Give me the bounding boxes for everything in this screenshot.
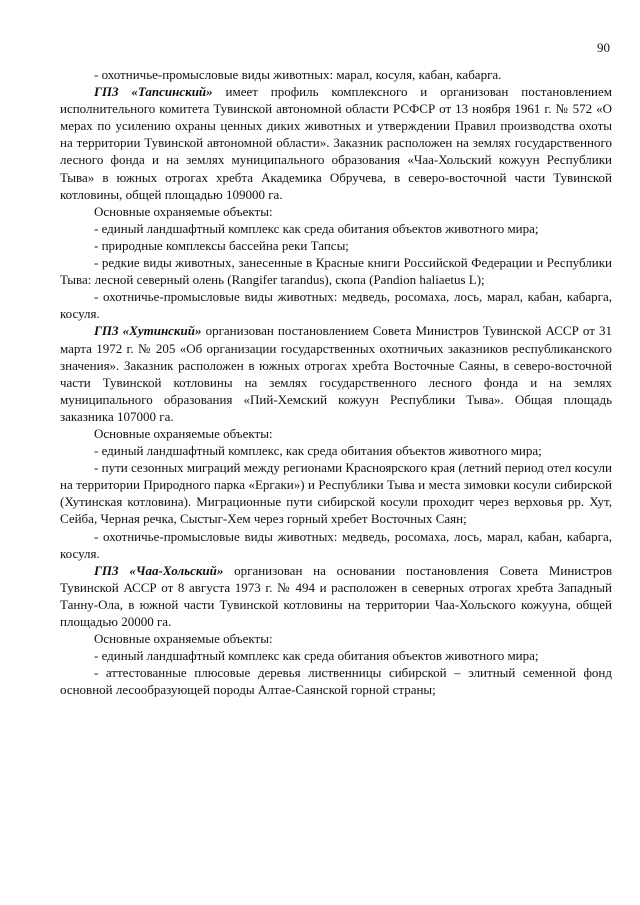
paragraph: - редкие виды животных, занесенные в Красные книги Российской Федерации и Республики Тыва: лесной северный олень (Rangifer tarandus), скопа (Pandion haliaetus L); <box>60 255 612 288</box>
paragraph: - единый ландшафтный комплекс как среда обитания объектов животного мира; <box>94 220 539 236</box>
paragraph: Основные охраняемые объекты: <box>94 425 273 441</box>
paragraph: - пути сезонных миграций между регионами Красноярского края (летний период отел косули на территории Природного парка «Ергаки») и Республики Тыва и места зимовки косули сибирской (Хутинская котловина). Миграционные пути сибирской косули проходит через верховья рр. Хут, Сейба, Черная речка, Сыстыг-Хем через горный хребет Восточных Саян; <box>60 460 612 527</box>
paragraph-text: организован на основании постановления Совета Министров Тувинской АССР от 8 августа 1973 г. № 494 и расположен в северных отрогах хребта Западный Танну-Ола, в южной части Тувинской котловины на территории Чаа-Хольского кожууна, общей площадью 20000 га. <box>60 562 612 629</box>
reserve-title: ГПЗ «Тапсинский» <box>94 84 213 100</box>
paragraph: - единый ландшафтный комплекс, как среда обитания объектов животного мира; <box>94 443 542 459</box>
paragraph: - природные комплексы бассейна реки Тапсы; <box>94 237 349 253</box>
paragraph: - охотничье-промысловые виды животных: медведь, росомаха, лось, марал, кабан, кабарга, косуля. <box>60 289 612 322</box>
reserve-paragraph <box>60 562 612 630</box>
paragraph: - аттестованные плюсовые деревья лиственницы сибирской – элитный семенной фонд основной лесообразующей породы Алтае-Саянской горной страны; <box>60 665 612 698</box>
reserve-paragraph <box>60 83 612 203</box>
paragraph-text: организован постановлением Совета Министров Тувинской АССР от 31 марта 1972 г. № 205 «Об организации государственных охотничьих заказников республиканского значения». Заказник расположен в южных отрогах хребта Восточные Саяны, в северо-восточной части Тувинской котловины на землях государственного лесного фонда и на землях муниципального образования «Пий-Хемский кожуун Республики Тыва». Общая площадь заказника 107000 га. <box>60 323 612 424</box>
document-body <box>60 66 612 698</box>
reserve-title: ГПЗ «Чаа-Хольский» <box>94 562 224 578</box>
paragraph: Основные охраняемые объекты: <box>94 631 273 647</box>
paragraph: - охотничье-промысловые виды животных: марал, косуля, кабан, кабарга. <box>94 67 502 82</box>
paragraph-text: имеет профиль комплексного и организован постановлением исполнительного комитета Тувинской автономной области РСФСР от 13 ноября 1961 г. № 572 «О мерах по усилению охраны ценных диких животных и утверждении Правил производства охоты на территории Тувинской автономной области». Заказник расположен на землях государственного лесного фонда и на землях муниципального образования «Чаа-Хольский кожуун Республики Тыва» в южных отрогах хребта Академика Обручева, в северо-восточной части Тувинской котловины, общей площадью 109000 га. <box>60 84 612 202</box>
reserve-title: ГПЗ «Хутинский» <box>94 323 202 339</box>
paragraph: Основные охраняемые объекты: <box>94 203 273 219</box>
paragraph: - охотничье-промысловые виды животных: медведь, росомаха, лось, марал, кабан, кабарга, косуля. <box>60 528 612 561</box>
paragraph: - единый ландшафтный комплекс как среда обитания объектов животного мира; <box>94 648 539 664</box>
page-number: 90 <box>597 40 610 55</box>
reserve-paragraph <box>60 322 612 425</box>
